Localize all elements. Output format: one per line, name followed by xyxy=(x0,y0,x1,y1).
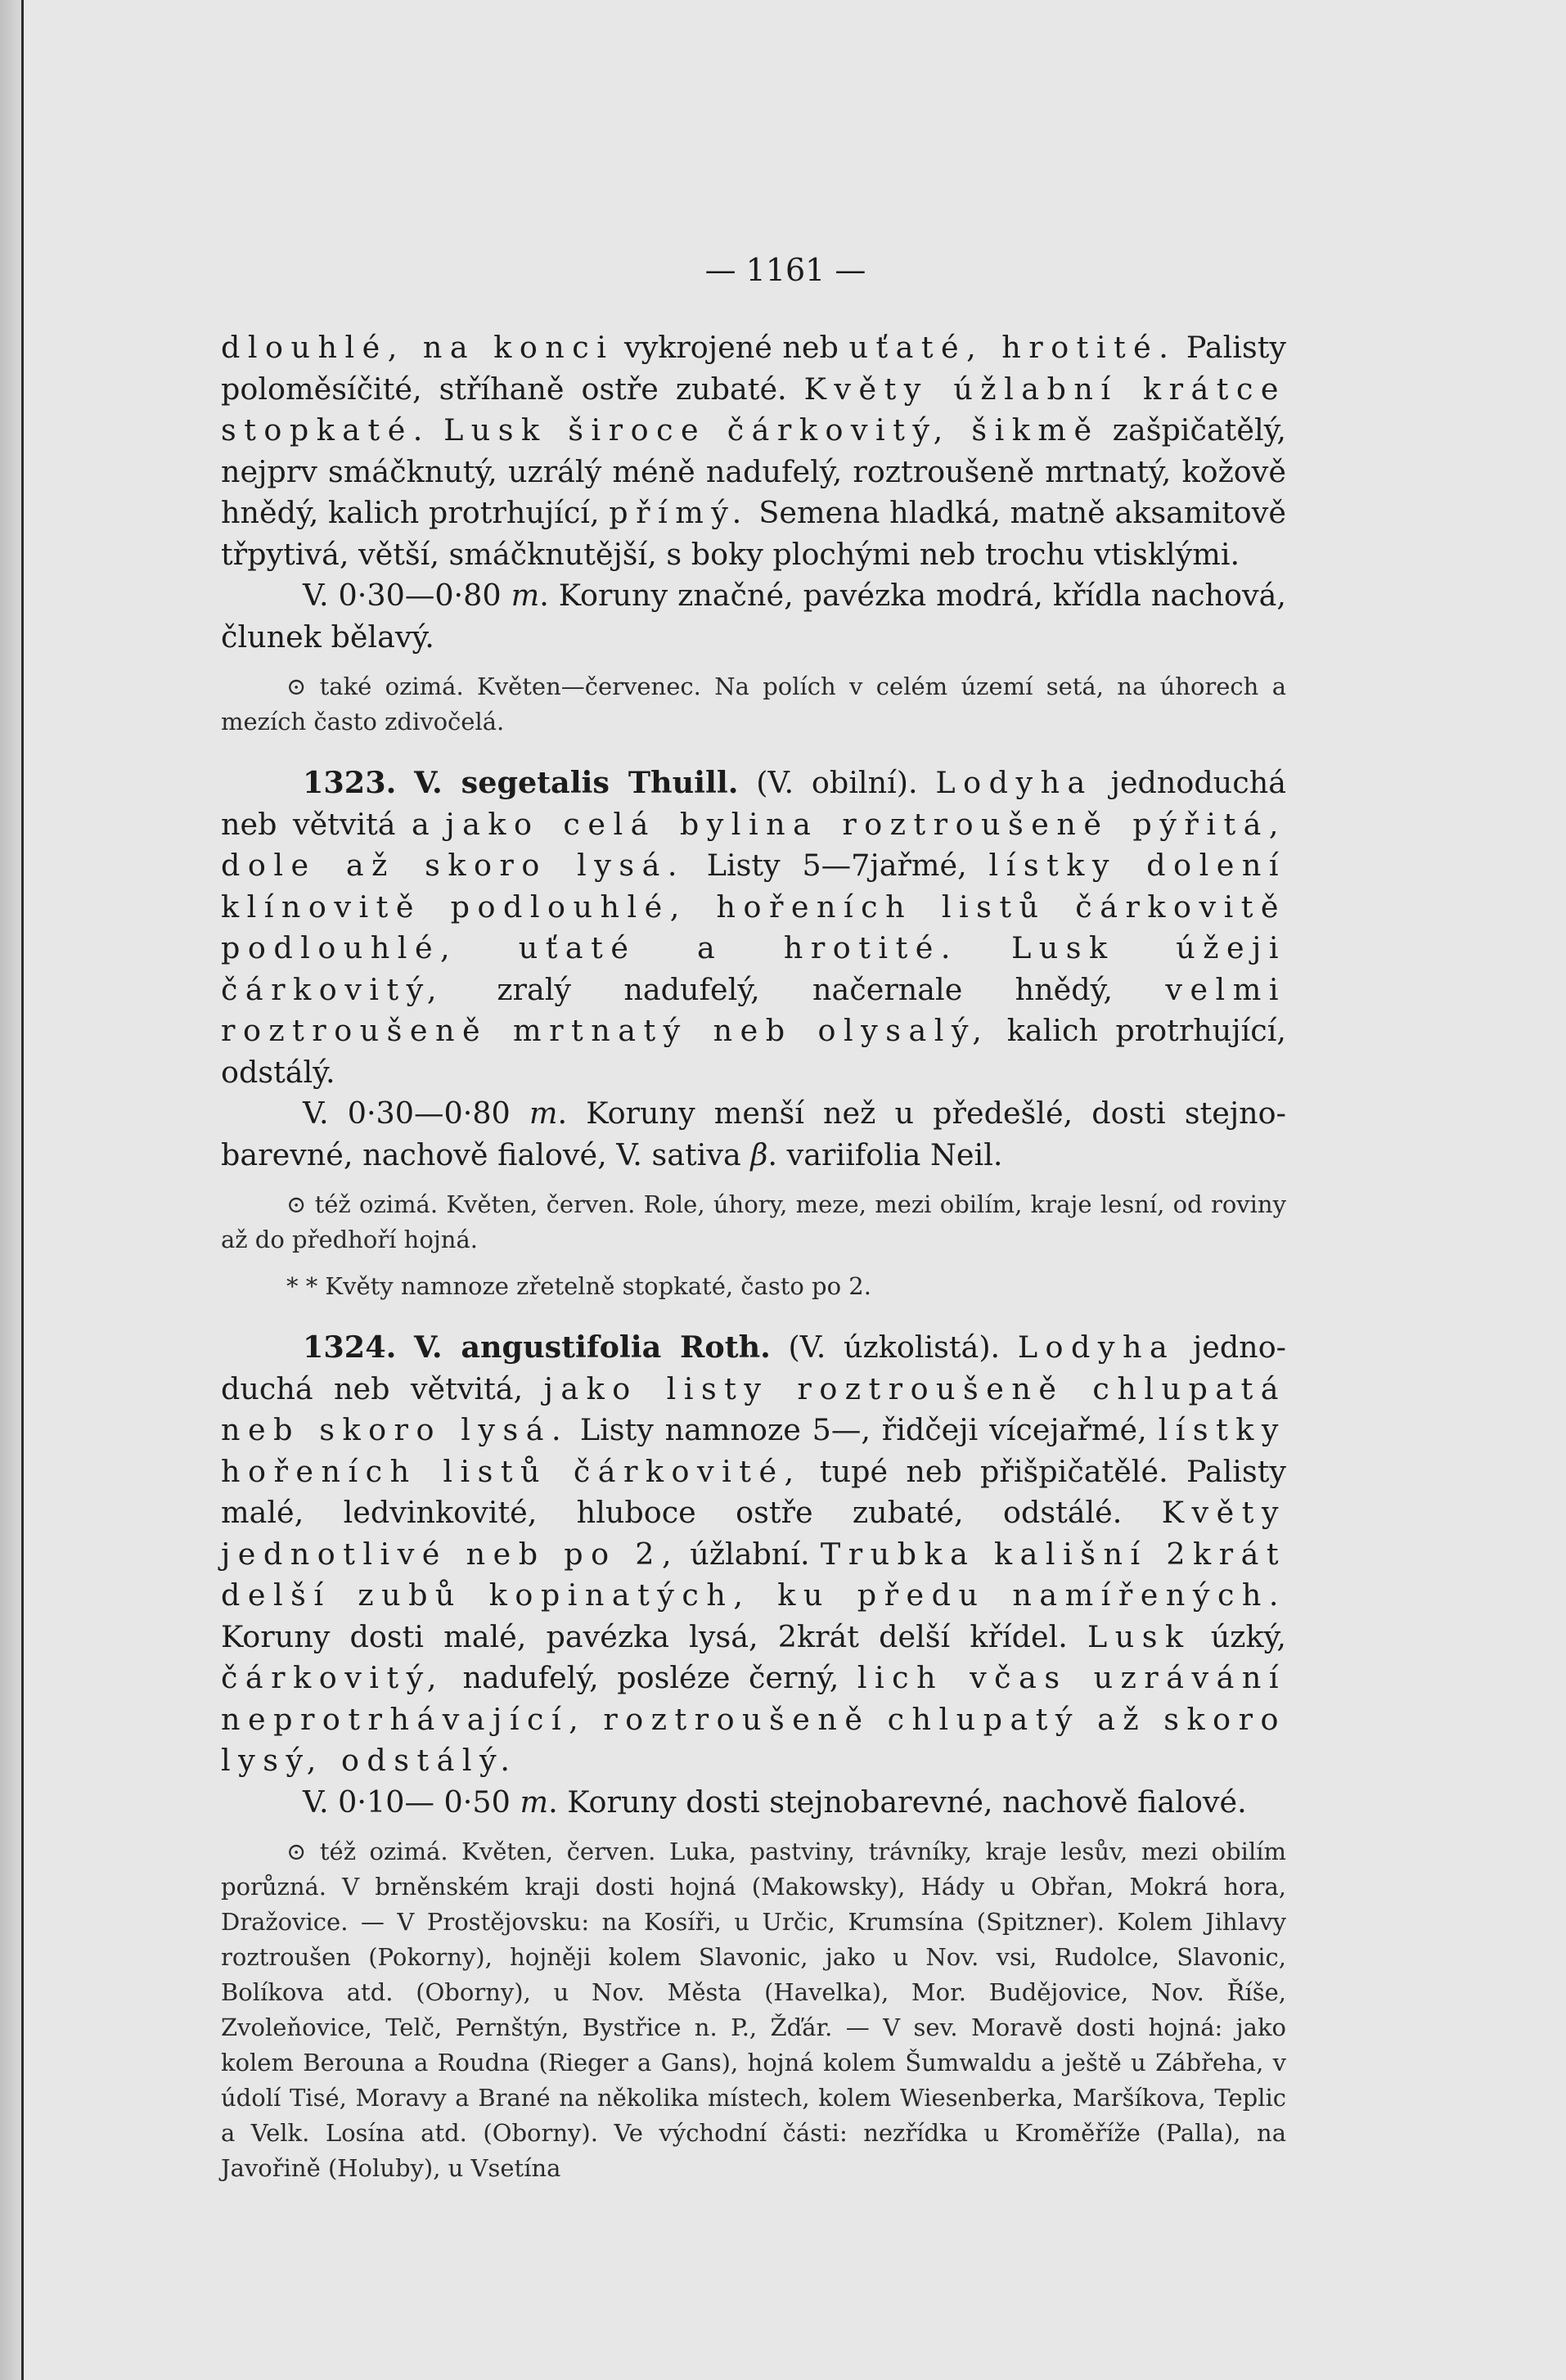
text-run: kalich protrhující, odstálý. xyxy=(221,1013,1286,1090)
spaced-text: uťaté, hrotité. xyxy=(848,330,1177,365)
paragraph xyxy=(221,1093,1286,1176)
text-run: (V. úzkolistá). xyxy=(770,1329,1018,1365)
text-run: * * Květy namnoze zřetelně stopkaté, často po 2. xyxy=(286,1272,871,1300)
text-run: zašpičatělý, nejprv smáčknutý, uzrálý méně nadufelý, roztroušeně mrtnatý, kožově hnědý, kalich protrhující, xyxy=(221,412,1287,530)
text-run: úzký, xyxy=(1190,1618,1286,1654)
bold-text: 1324. xyxy=(303,1329,397,1365)
text-run: V. 0·30—0·80 xyxy=(303,578,511,613)
spaced-text: Trubka kališní 2krát delší zubů kopinatých, ku předu namířených. xyxy=(221,1536,1286,1613)
text-run xyxy=(396,1329,414,1365)
text-run: tupé neb přišpičatělé. Palisty malé, ledvinkovité, hluboce ostře zubaté, odstálé. xyxy=(221,1453,1286,1530)
page-number: — 1161 — xyxy=(704,252,866,288)
text-run: Listy namnoze 5—, řidčeji vícejařmé, xyxy=(569,1412,1159,1447)
spaced-text: Lusk xyxy=(1087,1618,1191,1654)
italic-text: m xyxy=(520,1784,549,1820)
bold-text: V. segetalis Thuill. xyxy=(414,765,739,800)
text-run: . Koruny značné, pavézka modrá, křídla nachová, člunek bělavý. xyxy=(221,578,1287,655)
spaced-text: jako listy roztroušeně chlupatá neb skoro lysá. xyxy=(221,1370,1286,1447)
spaced-text: Lusk úžeji čárkovitý, xyxy=(221,930,1287,1007)
paragraph xyxy=(221,327,1286,575)
text-run: zralý nadufelý, načernale hnědý, xyxy=(443,971,1166,1007)
spaced-text: Květy jednotlivé neb po 2, xyxy=(221,1495,1286,1572)
species-entry-1324 xyxy=(221,1327,1286,1782)
text-run: . variifolia Neil. xyxy=(767,1136,1003,1172)
spaced-text: přímý. xyxy=(609,495,749,530)
spaced-text: dlouhlé, na konci xyxy=(221,330,614,365)
text-run: jednoduchá neb větvitá, xyxy=(221,1329,1287,1406)
text-run xyxy=(430,412,443,448)
text-run: Koruny dosti malé, pavézka lysá, 2krát delší křídel. xyxy=(221,1618,1088,1654)
text-run: (V. obilní). xyxy=(738,765,936,800)
species-entry-1323 xyxy=(221,763,1286,1093)
text-run: Palisty poloměsíčité, stříhaně ostře zubaté. xyxy=(221,330,1286,407)
text-run: vykrojené neb xyxy=(614,330,849,365)
italic-text: m xyxy=(511,578,540,613)
spaced-text: lístky hořeních listů čárkovité, xyxy=(221,1412,1286,1489)
paragraph xyxy=(221,1782,1286,1824)
habitat-note xyxy=(221,669,1286,740)
text-run: nadufelý, posléze černý, xyxy=(443,1660,857,1695)
bold-text: 1323. xyxy=(303,765,397,800)
bold-text: V. angustifolia Roth. xyxy=(413,1329,771,1365)
spaced-text: lich včas uzrávání neprotrhávající, roztroušeně chlupatý až skoro lysý, odstálý. xyxy=(221,1660,1286,1778)
text-run: ⊙ též ozimá. Květen, červen. Role, úhory, meze, mezi obilím, kraje lesní, od roviny až do předhoří hojná. xyxy=(221,1190,1286,1253)
text-run: . Koruny menší než u předešlé, dosti stejnobarevné, nachově fialové, V. sativa xyxy=(221,1096,1286,1172)
text-run: V. 0·10— 0·50 xyxy=(303,1784,520,1820)
text-run xyxy=(396,765,414,800)
spaced-text: velmi roztroušeně mrtnatý neb olysalý, xyxy=(221,971,1286,1048)
text-run: ⊙ také ozimá. Květen—červenec. Na polích v celém území setá, na úhorech a mezích často zdivočelá. xyxy=(221,673,1286,736)
spaced-text: čárkovitý, xyxy=(221,1660,444,1695)
italic-text: m xyxy=(529,1096,558,1131)
text-run: V. 0·30—0·80 xyxy=(303,1096,529,1131)
distribution-note xyxy=(221,1834,1286,2186)
spaced-text: jako celá bylina roztroušeně pýřitá, dole až skoro lysá. xyxy=(221,806,1286,883)
text-run: Listy 5—7jařmé, xyxy=(684,848,989,883)
text-run xyxy=(958,930,1011,965)
spaced-text: lístky dolení klínovitě podlouhlé, hořeních listů čárkovitě podlouhlé, uťaté a hrotité. xyxy=(221,848,1286,965)
spaced-text: Lodyha xyxy=(935,765,1093,800)
text-run: jednoduchá neb větvitá a xyxy=(221,765,1286,842)
spaced-text: Lusk široce čárkovitý, šikmě xyxy=(443,412,1100,448)
italic-text: β xyxy=(750,1136,768,1172)
page-binding-edge xyxy=(0,0,24,2380)
habitat-note xyxy=(221,1187,1286,1257)
text-run: úžlabní. xyxy=(679,1536,821,1572)
page-body xyxy=(221,327,1286,2186)
paragraph xyxy=(221,575,1286,658)
text-run: . Koruny dosti stejnobarevné, nachově fialové. xyxy=(548,1784,1247,1820)
section-note xyxy=(221,1269,1286,1304)
text-run: Semena hladká, matně aksamitově třpytivá, větší, smáčknutější, s boky plochými neb trochu vtisklými. xyxy=(221,495,1286,572)
spaced-text: Lodyha xyxy=(1017,1329,1176,1365)
text-run: ⊙ též ozimá. Květen, červen. Luka, pastviny, trávníky, kraje lesův, mezi obilím porůzná. V brněnském kraji dosti hojná (Makowsky), Hády u Obřan, Mokrá hora, Dražovice. — V Prostějovsku: na Kosíři, u Určic, Krumsína (Spitzner). Kolem Jihlavy roztroušen (Pokorny), hojněji kolem Slavonic, jako u Nov. vsi, Rudolce, Slavonic, Bolíkova atd. (Oborny), u Nov. Města (Havelka), Mor. Budějovice, Nov. Říše, Zvoleňovice, Telč, Pernštýn, Bystřice n. P., Žďár. — V sev. Moravě dosti hojná: jako kolem Berouna a Roudna (Rieger a Gans), hojná kolem Šumwaldu a ještě u Zábřeha, v údolí Tisé, Moravy a Brané na několika místech, kolem Wiesenberka, Maršíkova, Teplic a Velk. Losína atd. (Oborny). Ve východní části: nezřídka u Kroměříže (Palla), na Javořině (Holuby), u Vsetína xyxy=(221,1838,1286,2182)
spaced-text: Květy úžlabní krátce stopkaté. xyxy=(221,371,1286,448)
